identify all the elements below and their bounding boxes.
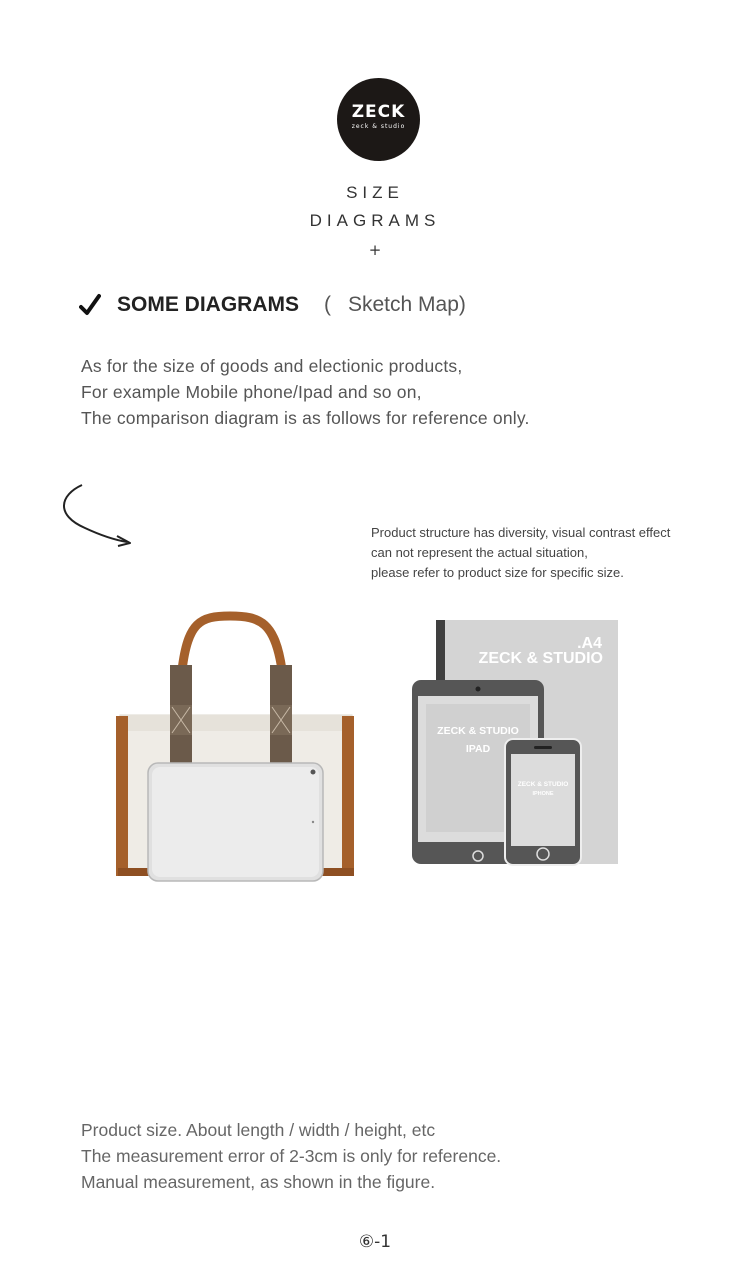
footer-line-2: The measurement error of 2-3cm is only for reference. [81, 1146, 502, 1166]
iphone-label: IPHONE [532, 791, 554, 797]
a4-label: .A4 [577, 635, 602, 652]
checkmark-icon [79, 292, 101, 318]
section-title: SOME DIAGRAMS [117, 293, 300, 316]
page-number: ⑥-1 [358, 1232, 392, 1252]
tote-bag-image [110, 610, 360, 885]
ipad-brand: ZECK & STUDIO [437, 725, 519, 737]
section-paren: ( [324, 293, 331, 316]
ipad-label: IPAD [465, 743, 491, 755]
iphone-brand: ZECK & STUDIO [517, 781, 569, 788]
plus-sign: + [368, 241, 382, 259]
intro-line-3: The comparison diagram is as follows for reference only. [81, 408, 530, 428]
device-comparison-image [410, 618, 622, 868]
footer-line-3: Manual measurement, as shown in the figure. [81, 1172, 436, 1192]
logo-title: ZECK [351, 102, 406, 122]
a4-brand: ZECK & STUDIO [478, 650, 603, 667]
intro-line-1: As for the size of goods and electionic products, [81, 356, 463, 376]
note-line-1: Product structure has diversity, visual contrast effect [371, 525, 671, 540]
footer-line-1: Product size. About length / width / height, etc [81, 1120, 436, 1140]
heading-size: SIZE [346, 183, 404, 202]
brand-logo [337, 78, 420, 161]
curved-arrow-icon [55, 480, 140, 550]
note-line-3: please refer to product size for specific size. [371, 565, 624, 580]
note-line-2: can not represent the actual situation, [371, 545, 588, 560]
heading-diagrams: DIAGRAMS [309, 211, 441, 230]
section-subtitle: Sketch Map) [348, 293, 466, 316]
logo-subtitle: zeck & studio [351, 123, 406, 130]
intro-line-2: For example Mobile phone/Ipad and so on, [81, 382, 422, 402]
